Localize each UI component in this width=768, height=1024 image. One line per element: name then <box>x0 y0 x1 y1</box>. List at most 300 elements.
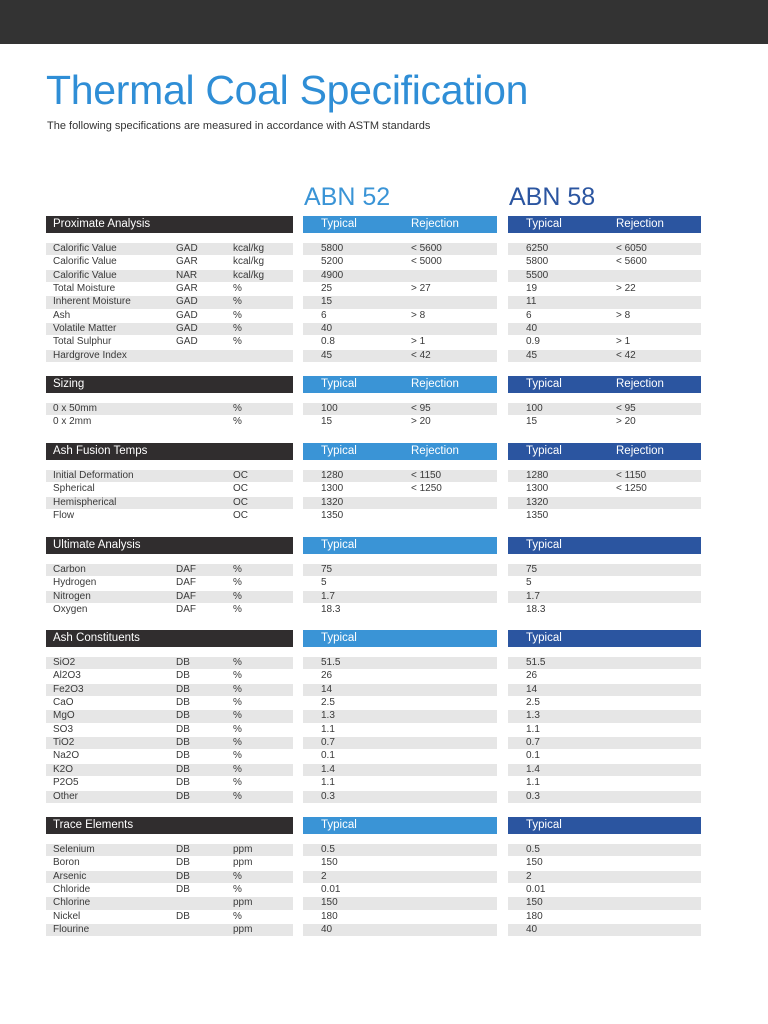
typical-value: 0.1 <box>321 750 335 762</box>
section-title: Proximate Analysis <box>53 218 151 230</box>
typical-value: 25 <box>321 283 333 295</box>
typical-label: Typical <box>526 632 562 644</box>
param-name: CaO <box>53 697 74 709</box>
typical-value: 15 <box>321 296 333 308</box>
typical-value: 0.5 <box>321 844 335 855</box>
value-row-abn58 <box>508 256 701 268</box>
typical-value: 2.5 <box>321 697 335 709</box>
typical-value: 4900 <box>321 269 344 281</box>
table-row <box>46 336 293 348</box>
top-bar <box>0 0 768 44</box>
value-row-abn52 <box>303 497 497 509</box>
typical-value: 1.3 <box>321 710 335 722</box>
typical-value: 5800 <box>526 256 549 268</box>
basis-code: DB <box>176 870 190 882</box>
unit-label: ppm <box>233 844 253 855</box>
value-row-abn58 <box>508 296 701 308</box>
param-name: Oxygen <box>53 604 88 616</box>
value-row-abn52 <box>303 403 497 415</box>
value-row-abn52 <box>303 310 497 322</box>
rejection-value: < 42 <box>411 349 431 361</box>
value-row-abn52 <box>303 750 497 762</box>
basis-code: DAF <box>176 564 196 575</box>
typical-label: Typical <box>526 378 562 390</box>
typical-value: 180 <box>321 910 338 922</box>
param-name: Boron <box>53 857 80 869</box>
param-name: Total Sulphur <box>53 336 112 348</box>
unit-label: % <box>233 604 242 616</box>
value-row-abn58 <box>508 777 701 789</box>
typical-value: 1.1 <box>321 723 335 735</box>
basis-code: GAD <box>176 309 198 321</box>
typical-value: 0.9 <box>526 336 540 348</box>
typical-value: 1.1 <box>526 777 540 789</box>
typical-value: 45 <box>321 349 333 361</box>
table-row <box>46 897 293 909</box>
value-row-abn58 <box>508 497 701 509</box>
value-row-abn52 <box>303 791 497 803</box>
table-row <box>46 403 293 415</box>
unit-label: % <box>233 416 242 428</box>
value-row-abn52 <box>303 323 497 335</box>
value-row-abn58 <box>508 897 701 909</box>
typical-value: 40 <box>321 323 333 335</box>
unit-label: OC <box>233 470 248 481</box>
rejection-label: Rejection <box>616 445 664 457</box>
typical-value: 15 <box>526 416 538 428</box>
value-row-abn52 <box>303 604 497 616</box>
value-row-abn58 <box>508 470 701 482</box>
basis-code: DB <box>176 790 190 802</box>
typical-value: 6250 <box>526 243 549 254</box>
rejection-value: < 95 <box>411 403 431 414</box>
typical-value: 40 <box>321 924 333 936</box>
typical-value: 11 <box>526 296 537 308</box>
table-row <box>46 684 293 696</box>
value-row-abn52 <box>303 670 497 682</box>
typical-label: Typical <box>526 218 562 230</box>
basis-code: DB <box>176 857 190 869</box>
typical-label: Typical <box>526 819 562 831</box>
unit-label: % <box>233 657 242 668</box>
rejection-label: Rejection <box>616 218 664 230</box>
typical-value: 1320 <box>526 496 549 508</box>
value-row-abn58 <box>508 750 701 762</box>
value-row-abn52 <box>303 871 497 883</box>
param-name: Hydrogen <box>53 577 97 589</box>
table-row <box>46 483 293 495</box>
value-row-abn52 <box>303 697 497 709</box>
rejection-value: < 1150 <box>411 470 442 481</box>
table-row <box>46 657 293 669</box>
value-row-abn58 <box>508 791 701 803</box>
typical-label: Typical <box>321 378 357 390</box>
table-row <box>46 604 293 616</box>
param-name: TiO2 <box>53 737 75 749</box>
unit-label: % <box>233 590 242 602</box>
unit-label: ppm <box>233 924 253 936</box>
basis-code: DB <box>176 697 190 709</box>
rejection-value: < 5600 <box>616 256 647 268</box>
param-name: Flourine <box>53 924 90 936</box>
value-row-abn52 <box>303 416 497 428</box>
typical-value: 0.01 <box>321 884 341 896</box>
typical-value: 0.5 <box>526 844 540 855</box>
rejection-value: < 5000 <box>411 256 442 268</box>
section-title: Sizing <box>53 378 85 390</box>
unit-label: % <box>233 777 242 789</box>
value-row-abn58 <box>508 604 701 616</box>
table-row <box>46 710 293 722</box>
value-row-abn58 <box>508 697 701 709</box>
unit-label: % <box>233 296 242 308</box>
column-header-abn52 <box>303 537 497 554</box>
value-row-abn52 <box>303 737 497 749</box>
column-header-abn52 <box>303 443 497 460</box>
typical-label: Typical <box>321 539 357 551</box>
typical-value: 6 <box>526 309 532 321</box>
unit-label: OC <box>233 483 248 495</box>
unit-label: % <box>233 336 242 348</box>
typical-value: 14 <box>321 683 333 695</box>
basis-code: DB <box>176 910 190 922</box>
unit-label: % <box>233 710 242 722</box>
typical-value: 26 <box>321 670 333 682</box>
table-row <box>46 310 293 322</box>
value-row-abn58 <box>508 670 701 682</box>
basis-code: DB <box>176 670 190 682</box>
typical-value: 5800 <box>321 243 344 254</box>
section-header-trace-elements <box>46 817 293 834</box>
basis-code: GAR <box>176 256 198 268</box>
typical-value: 1.1 <box>321 777 335 789</box>
table-row <box>46 510 293 522</box>
typical-value: 5 <box>321 577 327 589</box>
unit-label: % <box>233 283 242 295</box>
param-name: Nickel <box>53 910 81 922</box>
unit-label: % <box>233 884 242 896</box>
section-header-ultimate-analysis <box>46 537 293 554</box>
typical-label: Typical <box>321 632 357 644</box>
param-name: Calorific Value <box>53 269 117 281</box>
rejection-value: > 8 <box>411 309 426 321</box>
value-row-abn52 <box>303 270 497 282</box>
typical-value: 40 <box>526 924 538 936</box>
value-row-abn58 <box>508 911 701 923</box>
rejection-value: > 8 <box>616 309 631 321</box>
column-header-abn58 <box>508 443 701 460</box>
value-row-abn58 <box>508 710 701 722</box>
table-row <box>46 470 293 482</box>
unit-label: % <box>233 910 242 922</box>
table-row <box>46 844 293 856</box>
param-name: Volatile Matter <box>53 323 117 335</box>
section-title: Ultimate Analysis <box>53 539 141 551</box>
value-row-abn58 <box>508 310 701 322</box>
typical-value: 45 <box>526 349 538 361</box>
table-row <box>46 564 293 576</box>
table-row <box>46 577 293 589</box>
param-name: Ash <box>53 309 71 321</box>
page-subtitle: The following specifications are measured in accordance with ASTM standards <box>47 120 431 132</box>
table-row <box>46 697 293 709</box>
rejection-value: > 22 <box>616 283 636 295</box>
value-row-abn58 <box>508 483 701 495</box>
param-name: Initial Deformation <box>53 470 134 481</box>
section-title: Trace Elements <box>53 819 134 831</box>
column-header-abn52 <box>303 216 497 233</box>
basis-code: DB <box>176 710 190 722</box>
section-header-sizing <box>46 376 293 393</box>
basis-code: DAF <box>176 577 196 589</box>
column-header-abn52 <box>303 817 497 834</box>
typical-value: 1.7 <box>321 590 335 602</box>
column-header-abn52 <box>303 630 497 647</box>
typical-value: 0.7 <box>526 737 540 749</box>
typical-value: 0.1 <box>526 750 540 762</box>
basis-code: DB <box>176 657 190 668</box>
value-row-abn52 <box>303 336 497 348</box>
table-row <box>46 416 293 428</box>
unit-label: kcal/kg <box>233 269 265 281</box>
rejection-value: < 6050 <box>616 243 647 254</box>
param-name: Al2O3 <box>53 670 81 682</box>
table-row <box>46 884 293 896</box>
value-row-abn52 <box>303 350 497 362</box>
section-header-proximate-analysis <box>46 216 293 233</box>
rejection-value: < 5600 <box>411 243 442 254</box>
param-name: Na2O <box>53 750 80 762</box>
typical-value: 5200 <box>321 256 344 268</box>
basis-code: GAR <box>176 283 198 295</box>
table-row <box>46 911 293 923</box>
table-row <box>46 764 293 776</box>
unit-label: % <box>233 870 242 882</box>
param-name: Calorific Value <box>53 256 117 268</box>
param-name: Chloride <box>53 884 91 896</box>
section-title: Ash Fusion Temps <box>53 445 148 457</box>
basis-code: GAD <box>176 296 198 308</box>
value-row-abn58 <box>508 657 701 669</box>
param-name: SiO2 <box>53 657 76 668</box>
typical-value: 0.3 <box>321 790 335 802</box>
value-row-abn58 <box>508 243 701 255</box>
param-name: Arsenic <box>53 870 87 882</box>
basis-code: DB <box>176 884 190 896</box>
value-row-abn58 <box>508 857 701 869</box>
unit-label: % <box>233 577 242 589</box>
value-row-abn58 <box>508 270 701 282</box>
rejection-value: > 1 <box>616 336 631 348</box>
table-row <box>46 791 293 803</box>
unit-label: ppm <box>233 857 253 869</box>
value-row-abn58 <box>508 924 701 936</box>
typical-value: 150 <box>526 897 543 909</box>
table-row <box>46 591 293 603</box>
typical-value: 1280 <box>321 470 344 481</box>
value-row-abn58 <box>508 684 701 696</box>
param-name: Calorific Value <box>53 243 117 254</box>
unit-label: kcal/kg <box>233 256 265 268</box>
basis-code: GAD <box>176 336 198 348</box>
value-row-abn52 <box>303 243 497 255</box>
rejection-label: Rejection <box>411 218 459 230</box>
value-row-abn58 <box>508 323 701 335</box>
table-row <box>46 296 293 308</box>
typical-value: 150 <box>321 897 338 909</box>
typical-value: 5500 <box>526 269 549 281</box>
value-row-abn52 <box>303 764 497 776</box>
table-row <box>46 777 293 789</box>
param-name: 0 x 50mm <box>53 403 97 414</box>
param-name: Chlorine <box>53 897 91 909</box>
param-name: MgO <box>53 710 75 722</box>
typical-value: 100 <box>321 403 338 414</box>
basis-code: DB <box>176 844 190 855</box>
unit-label: % <box>233 323 242 335</box>
typical-value: 1.4 <box>526 763 540 775</box>
basis-code: DAF <box>176 590 196 602</box>
param-name: K2O <box>53 763 74 775</box>
param-name: Inherent Moisture <box>53 296 131 308</box>
value-row-abn52 <box>303 911 497 923</box>
param-name: Other <box>53 790 79 802</box>
rejection-value: < 95 <box>616 403 636 414</box>
value-row-abn58 <box>508 577 701 589</box>
table-row <box>46 857 293 869</box>
table-row <box>46 270 293 282</box>
basis-code: GAD <box>176 323 198 335</box>
typical-value: 14 <box>526 683 538 695</box>
column-header-abn58 <box>508 376 701 393</box>
typical-value: 0.3 <box>526 790 540 802</box>
value-row-abn52 <box>303 857 497 869</box>
rejection-value: < 1250 <box>616 483 647 495</box>
value-row-abn58 <box>508 844 701 856</box>
typical-value: 2 <box>321 870 327 882</box>
unit-label: OC <box>233 496 248 508</box>
typical-value: 40 <box>526 323 538 335</box>
param-name: SO3 <box>53 723 74 735</box>
typical-value: 0.7 <box>321 737 335 749</box>
typical-value: 1300 <box>321 483 344 495</box>
product-heading-abn58: ABN 58 <box>509 183 596 211</box>
value-row-abn52 <box>303 470 497 482</box>
value-row-abn58 <box>508 724 701 736</box>
unit-label: % <box>233 763 242 775</box>
column-header-abn58 <box>508 817 701 834</box>
rejection-label: Rejection <box>411 445 459 457</box>
typical-value: 18.3 <box>321 604 341 616</box>
value-row-abn52 <box>303 283 497 295</box>
value-row-abn52 <box>303 510 497 522</box>
basis-code: DB <box>176 683 190 695</box>
value-row-abn58 <box>508 884 701 896</box>
typical-label: Typical <box>526 539 562 551</box>
typical-value: 1350 <box>526 510 549 522</box>
rejection-value: < 1250 <box>411 483 442 495</box>
table-row <box>46 670 293 682</box>
basis-code: GAD <box>176 243 198 254</box>
table-row <box>46 323 293 335</box>
param-name: Spherical <box>53 483 95 495</box>
basis-code: DB <box>176 737 190 749</box>
param-name: Fe2O3 <box>53 683 84 695</box>
table-row <box>46 724 293 736</box>
section-header-ash-constituents <box>46 630 293 647</box>
unit-label: % <box>233 683 242 695</box>
typical-value: 2.5 <box>526 697 540 709</box>
value-row-abn52 <box>303 684 497 696</box>
column-header-abn58 <box>508 630 701 647</box>
typical-value: 1320 <box>321 496 344 508</box>
rejection-value: > 20 <box>616 416 636 428</box>
unit-label: OC <box>233 510 248 522</box>
value-row-abn58 <box>508 871 701 883</box>
typical-value: 1.4 <box>321 763 335 775</box>
table-row <box>46 243 293 255</box>
param-name: Selenium <box>53 844 95 855</box>
typical-label: Typical <box>526 445 562 457</box>
value-row-abn58 <box>508 283 701 295</box>
typical-value: 1350 <box>321 510 344 522</box>
value-row-abn52 <box>303 724 497 736</box>
page-title: Thermal Coal Specification <box>46 67 529 113</box>
column-header-abn52 <box>303 376 497 393</box>
typical-value: 5 <box>526 577 532 589</box>
typical-value: 26 <box>526 670 538 682</box>
typical-label: Typical <box>321 445 357 457</box>
unit-label: % <box>233 403 242 414</box>
value-row-abn52 <box>303 924 497 936</box>
section-title: Ash Constituents <box>53 632 140 644</box>
unit-label: % <box>233 723 242 735</box>
table-row <box>46 871 293 883</box>
value-row-abn52 <box>303 577 497 589</box>
param-name: Flow <box>53 510 75 522</box>
basis-code: DB <box>176 750 190 762</box>
basis-code: DB <box>176 763 190 775</box>
value-row-abn58 <box>508 591 701 603</box>
unit-label: % <box>233 670 242 682</box>
rejection-value: < 42 <box>616 349 636 361</box>
unit-label: % <box>233 309 242 321</box>
param-name: Total Moisture <box>53 283 116 295</box>
typical-value: 180 <box>526 910 543 922</box>
rejection-value: > 20 <box>411 416 431 428</box>
rejection-value: < 1150 <box>616 470 647 481</box>
typical-value: 75 <box>526 564 538 575</box>
column-header-abn58 <box>508 537 701 554</box>
value-row-abn52 <box>303 884 497 896</box>
param-name: Hardgrove Index <box>53 349 127 361</box>
value-row-abn52 <box>303 710 497 722</box>
value-row-abn52 <box>303 657 497 669</box>
rejection-value: > 1 <box>411 336 426 348</box>
typical-value: 19 <box>526 283 538 295</box>
value-row-abn52 <box>303 844 497 856</box>
unit-label: % <box>233 790 242 802</box>
rejection-value: > 27 <box>411 283 431 295</box>
typical-label: Typical <box>321 819 357 831</box>
typical-value: 1280 <box>526 470 549 481</box>
value-row-abn52 <box>303 564 497 576</box>
param-name: Nitrogen <box>53 590 91 602</box>
typical-label: Typical <box>321 218 357 230</box>
typical-value: 51.5 <box>321 657 341 668</box>
typical-value: 2 <box>526 870 532 882</box>
basis-code: DB <box>176 723 190 735</box>
